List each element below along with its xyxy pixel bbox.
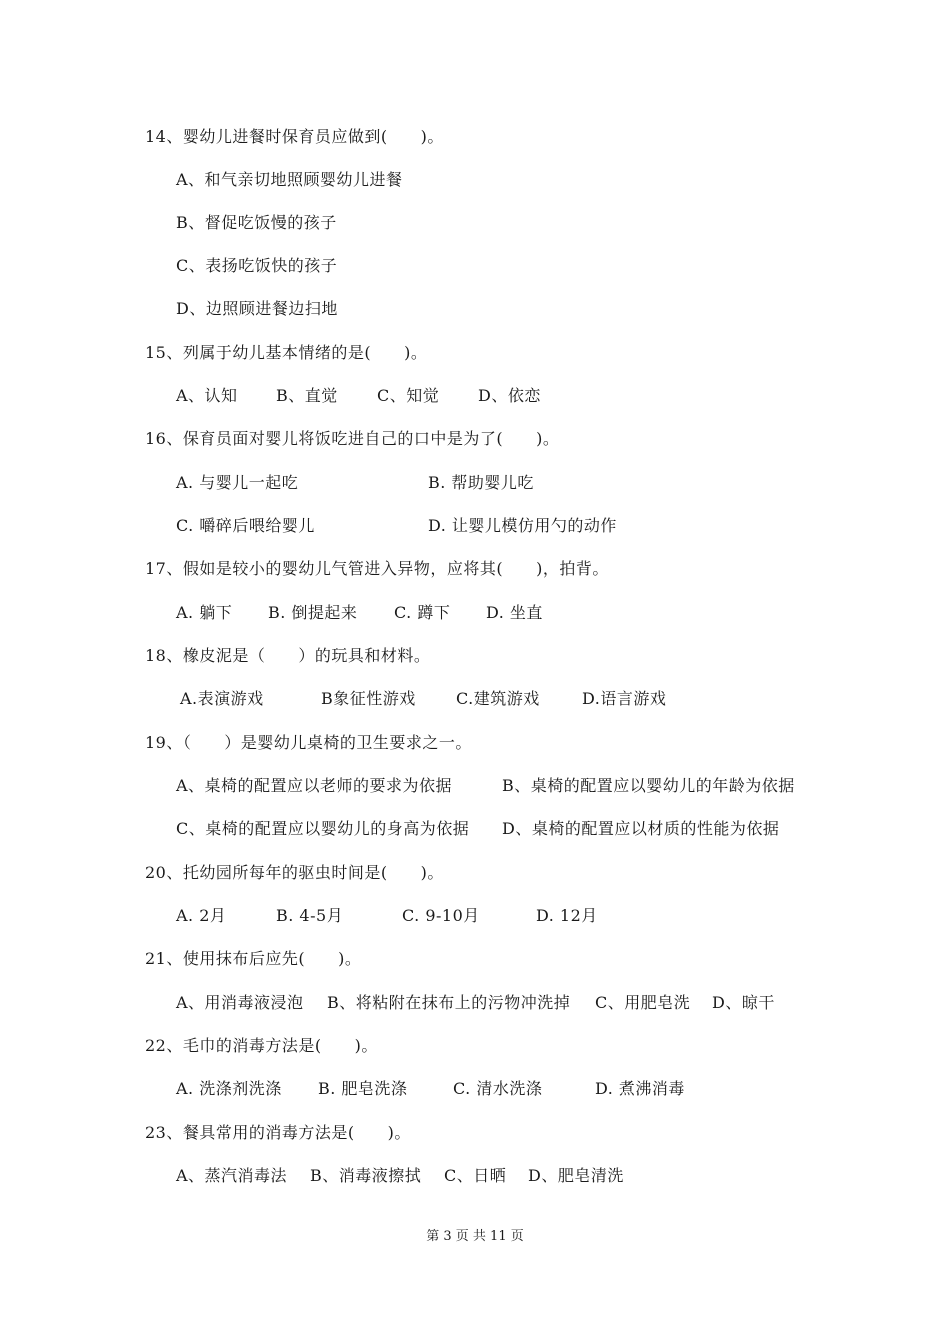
option-22-b: B. 肥皂洗涤 — [318, 1079, 408, 1098]
question-16: 16、保育员面对婴儿将饭吃进自己的口中是为了( )。 — [145, 429, 560, 448]
question-21: 21、使用抹布后应先( )。 — [145, 949, 362, 968]
option-15-a: A、认知 — [176, 386, 238, 405]
question-22: 22、毛巾的消毒方法是( )。 — [145, 1036, 378, 1055]
option-23-d: D、肥皂清洗 — [528, 1166, 624, 1185]
option-16-d: D. 让婴儿模仿用勺的动作 — [428, 516, 617, 535]
option-21-d: D、晾干 — [712, 993, 775, 1012]
option-20-a: A. 2月 — [176, 906, 227, 925]
option-23-c: C、日晒 — [444, 1166, 507, 1185]
option-23-a: A、蒸汽消毒法 — [176, 1166, 288, 1185]
question-23: 23、餐具常用的消毒方法是( )。 — [145, 1123, 411, 1142]
option-19-a: A、桌椅的配置应以老师的要求为依据 — [176, 776, 453, 795]
option-14-a: A、和气亲切地照顾婴幼儿进餐 — [176, 170, 403, 189]
option-15-b: B、直觉 — [276, 386, 338, 405]
option-19-b: B、桌椅的配置应以婴幼儿的年龄为依据 — [502, 776, 795, 795]
option-17-b: B. 倒提起来 — [268, 603, 358, 622]
option-20-b: B. 4-5月 — [276, 906, 344, 925]
question-17: 17、假如是较小的婴幼儿气管进入异物，应将其( )，拍背。 — [145, 559, 609, 578]
option-14-d: D、边照顾进餐边扫地 — [176, 299, 338, 318]
page-number-footer: 第 3 页 共 11 页 — [426, 1229, 524, 1244]
option-22-d: D. 煮沸消毒 — [595, 1079, 685, 1098]
question-15: 15、列属于幼儿基本情绪的是( )。 — [145, 343, 428, 362]
option-18-a: A.表演游戏 — [180, 689, 264, 708]
question-14: 14、婴幼儿进餐时保育员应做到( )。 — [145, 127, 444, 146]
option-16-a: A. 与婴儿一起吃 — [176, 473, 299, 492]
option-15-d: D、依恋 — [478, 386, 541, 405]
option-18-b: B象征性游戏 — [321, 689, 416, 708]
option-15-c: C、知觉 — [377, 386, 440, 405]
option-16-b: B. 帮助婴儿吃 — [428, 473, 534, 492]
option-21-c: C、用肥皂洗 — [595, 993, 691, 1012]
question-19: 19、（ ）是婴幼儿桌椅的卫生要求之一。 — [145, 733, 472, 752]
option-21-b: B、将粘附在抹布上的污物冲洗掉 — [327, 993, 571, 1012]
option-23-b: B、消毒液擦拭 — [310, 1166, 422, 1185]
option-20-d: D. 12月 — [536, 906, 598, 925]
option-22-a: A. 洗涤剂洗涤 — [176, 1079, 282, 1098]
option-18-d: D.语言游戏 — [582, 689, 667, 708]
option-19-d: D、桌椅的配置应以材质的性能为依据 — [502, 819, 780, 838]
option-14-b: B、督促吃饭慢的孩子 — [176, 213, 337, 232]
question-18: 18、橡皮泥是（ ）的玩具和材料。 — [145, 646, 431, 665]
option-16-c: C. 嚼碎后喂给婴儿 — [176, 516, 315, 535]
option-17-c: C. 蹲下 — [394, 603, 451, 622]
option-19-c: C、桌椅的配置应以婴幼儿的身高为依据 — [176, 819, 470, 838]
question-20: 20、托幼园所每年的驱虫时间是( )。 — [145, 863, 444, 882]
option-18-c: C.建筑游戏 — [456, 689, 540, 708]
option-14-c: C、表扬吃饭快的孩子 — [176, 256, 338, 275]
option-17-a: A. 躺下 — [176, 603, 233, 622]
option-22-c: C. 清水洗涤 — [453, 1079, 543, 1098]
option-17-d: D. 坐直 — [486, 603, 543, 622]
option-21-a: A、用消毒液浸泡 — [176, 993, 304, 1012]
option-20-c: C. 9-10月 — [402, 906, 480, 925]
